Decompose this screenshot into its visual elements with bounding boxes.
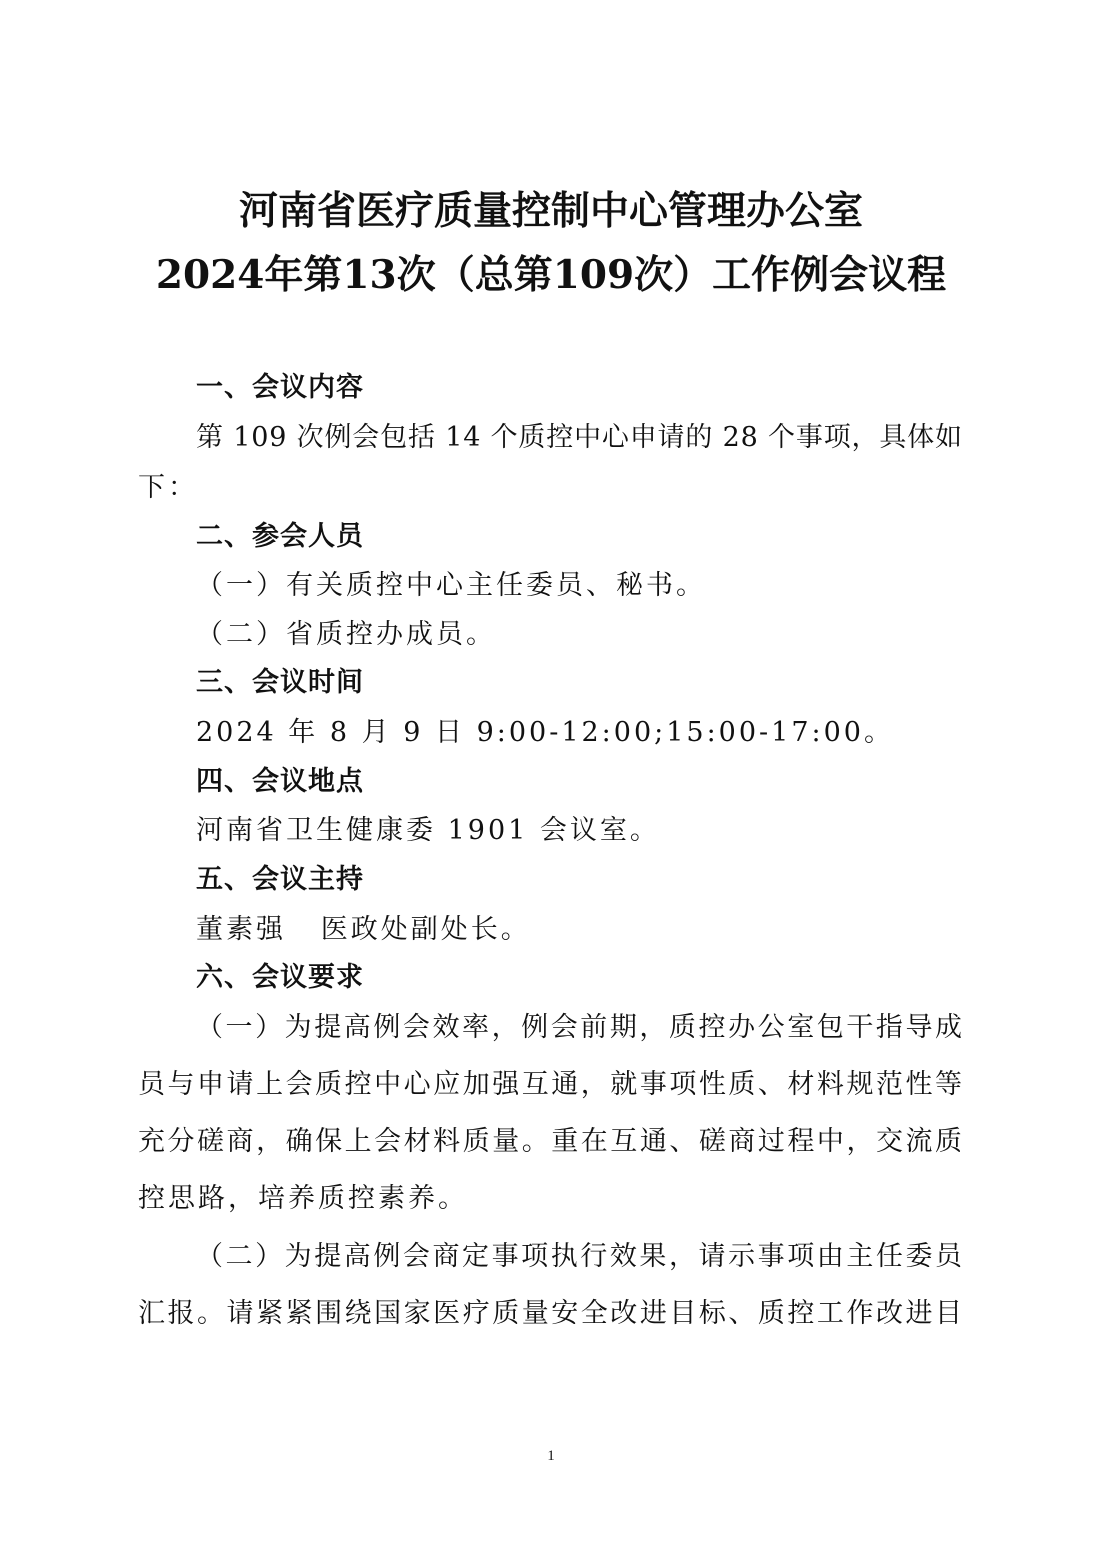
meeting-time-text: 2024 年 8 月 9 日 9:00-12:00;15:00-17:00。 xyxy=(196,717,894,748)
paragraph-line: 汇报。请紧紧围绕国家医疗质量安全改进目标、质控工作改进目 xyxy=(138,1298,965,1329)
section-heading-meeting-requirements: 六、会议要求 xyxy=(196,962,364,993)
meeting-host-text: 董素强 医政处副处长。 xyxy=(196,914,531,945)
section-heading-attendees: 二、参会人员 xyxy=(196,521,364,552)
paragraph-line: 员与申请上会质控中心应加强互通，就事项性质、材料规范性等 xyxy=(138,1069,965,1100)
paragraph-line: （一）为提高例会效率，例会前期，质控办公室包干指导成 xyxy=(196,1012,965,1043)
document-title-line-2: 2024年第13次（总第109次）工作例会议程 xyxy=(155,252,947,298)
paragraph-line: 充分磋商，确保上会材料质量。重在互通、磋商过程中，交流质 xyxy=(138,1126,965,1157)
paragraph-line: （二）为提高例会商定事项执行效果，请示事项由主任委员 xyxy=(196,1241,965,1272)
document-title-line-1: 河南省医疗质量控制中心管理办公室 xyxy=(238,188,863,234)
section-heading-meeting-host: 五、会议主持 xyxy=(196,864,364,895)
meeting-location-text: 河南省卫生健康委 1901 会议室。 xyxy=(196,815,660,846)
page-number: 1 xyxy=(547,1448,555,1464)
attendee-item: （二）省质控办成员。 xyxy=(196,619,496,650)
paragraph-line: 控思路，培养质控素养。 xyxy=(138,1183,468,1214)
paragraph-line: 第 109 次例会包括 14 个质控中心申请的 28 个事项，具体如 xyxy=(196,422,963,453)
section-heading-meeting-location: 四、会议地点 xyxy=(196,766,364,797)
section-heading-meeting-time: 三、会议时间 xyxy=(196,667,364,698)
paragraph-line: 下： xyxy=(138,472,198,503)
section-heading-meeting-content: 一、会议内容 xyxy=(196,372,364,403)
attendee-item: （一）有关质控中心主任委员、秘书。 xyxy=(196,570,706,601)
